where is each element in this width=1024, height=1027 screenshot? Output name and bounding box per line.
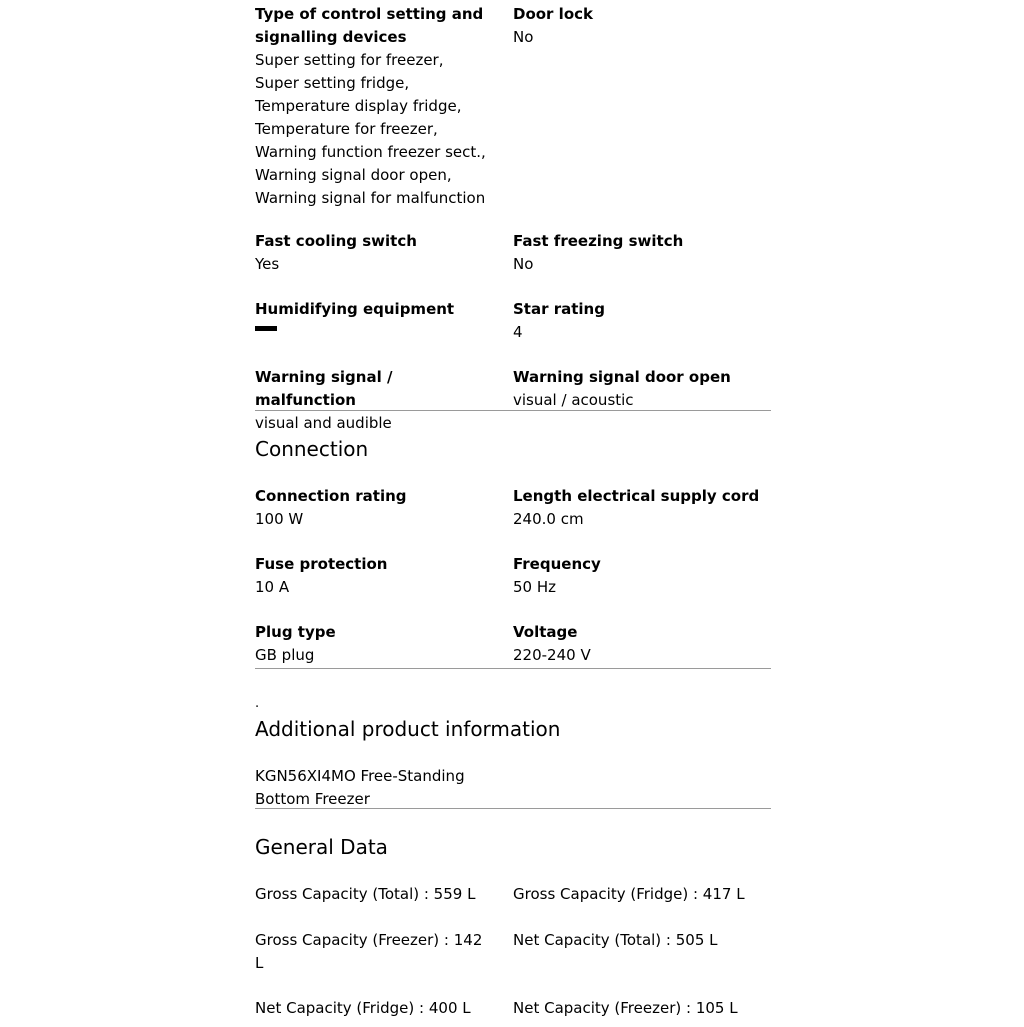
stray-dot: . [255, 696, 260, 711]
spec-label: Star rating [513, 300, 605, 318]
spec-text: Gross Capacity (Fridge) : 417 L [513, 885, 745, 903]
spec-row [255, 230, 771, 298]
spec-text: Net Capacity (Fridge) : 400 L [255, 999, 471, 1017]
spec-value: Super setting for freezer, Super setting fridge, Temperature display fridge, Temperature for freezer, Warning function freezer sect., Warning signal door open, Warning signal for malfunction [255, 51, 486, 207]
spec-row [255, 883, 771, 929]
spec-value: visual / acoustic [513, 391, 634, 409]
spec-value: No [513, 255, 534, 273]
spec-value: No [513, 28, 534, 46]
spec-value: 4 [513, 323, 523, 341]
section-divider [255, 668, 771, 669]
section-title-connection: Connection [255, 437, 369, 461]
spec-value: 10 A [255, 578, 290, 596]
spec-label: Humidifying equipment [255, 300, 455, 318]
spec-label: Fast freezing switch [513, 232, 684, 250]
section-title-general: General Data [255, 835, 388, 859]
spec-value: GB plug [255, 646, 315, 664]
spec-label: Length electrical supply cord [513, 487, 760, 505]
product-description: KGN56XI4MO Free-Standing Bottom Freezer [255, 767, 465, 808]
spec-value: visual and audible [255, 414, 392, 432]
spec-row [255, 485, 771, 553]
empty-value-dash [255, 326, 277, 331]
general-section [255, 883, 771, 1027]
spec-value: 50 Hz [513, 578, 557, 596]
spec-label: Type of control setting and signalling devices [255, 5, 484, 46]
spec-row [255, 553, 771, 621]
spec-label: Warning signal door open [513, 368, 731, 386]
spec-row [255, 621, 771, 667]
spec-value: 220-240 V [513, 646, 591, 664]
spec-label: Voltage [513, 623, 578, 641]
spec-label: Frequency [513, 555, 601, 573]
spec-label: Fast cooling switch [255, 232, 417, 250]
spec-row [255, 929, 771, 997]
spec-text: Gross Capacity (Freezer) : 142 L [255, 931, 483, 972]
spec-label: Fuse protection [255, 555, 388, 573]
spec-row [255, 3, 771, 230]
section-divider [255, 410, 771, 411]
spec-text: Gross Capacity (Total) : 559 L [255, 885, 476, 903]
spec-label: Door lock [513, 5, 593, 23]
spec-label: Plug type [255, 623, 336, 641]
spec-row [255, 997, 771, 1027]
spec-label: Connection rating [255, 487, 407, 505]
spec-row [255, 298, 771, 366]
spec-label: Warning signal / malfunction [255, 368, 393, 409]
spec-row [255, 366, 771, 432]
control-section [255, 3, 771, 432]
spec-value: 100 W [255, 510, 304, 528]
spec-value: 240.0 cm [513, 510, 584, 528]
spec-text: Net Capacity (Total) : 505 L [513, 931, 718, 949]
section-divider [255, 808, 771, 809]
section-title-additional: Additional product information [255, 717, 561, 741]
spec-value: Yes [255, 255, 280, 273]
spec-text: Net Capacity (Freezer) : 105 L [513, 999, 738, 1017]
connection-section [255, 485, 771, 667]
